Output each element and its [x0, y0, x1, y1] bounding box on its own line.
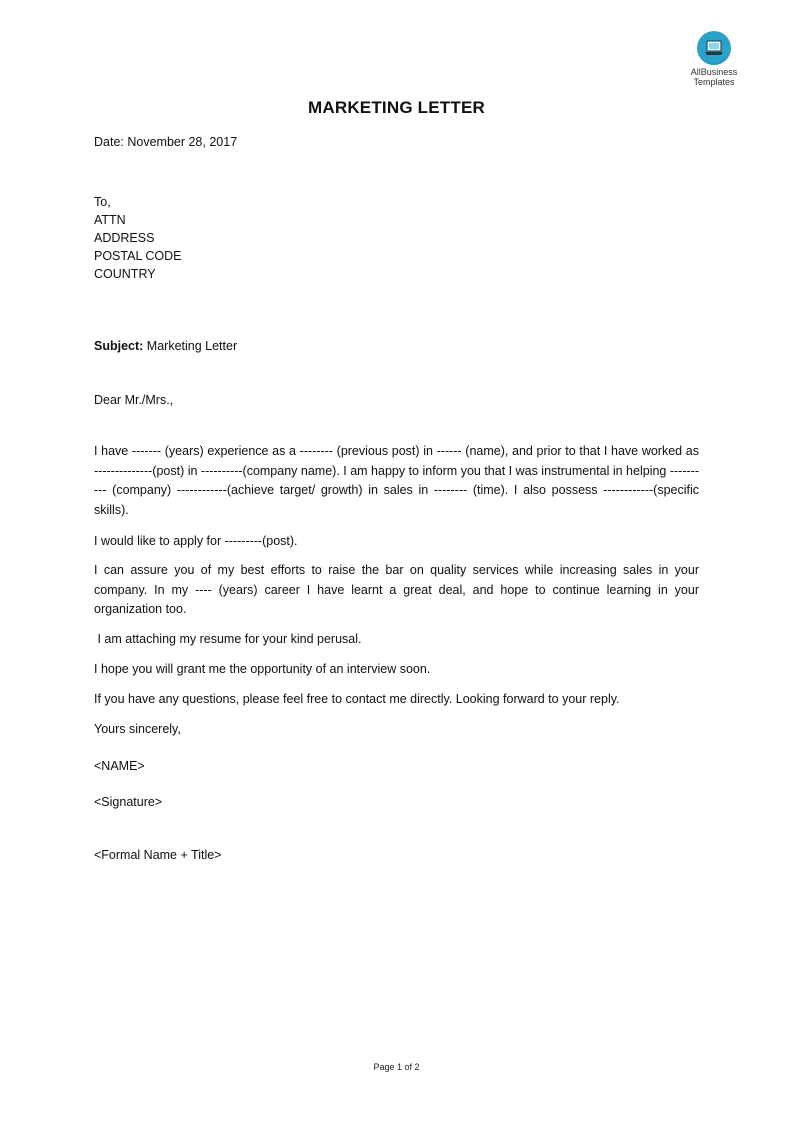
body-paragraph-2: I would like to apply for ---------(post).: [94, 534, 298, 548]
subject-value: Marketing Letter: [143, 339, 238, 353]
closing: Yours sincerely,: [94, 722, 181, 736]
signature-name: <NAME>: [94, 759, 145, 773]
signature-placeholder: <Signature>: [94, 795, 163, 809]
body-paragraph-5: I hope you will grant me the opportunity of an interview soon.: [94, 662, 431, 676]
body-paragraph-1: I have ------- (years) experience as a -------- (previous post) in ------ (name), and prior to that I have worked as --------------(post) in ----------(company name). I am happy to inform you that I was instrumental in helping ---------- (company) ------------(achieve target/ growth) in sales in -------- (time). I also possess ------------(specific skills).: [94, 444, 699, 517]
logo-text-line2: Templates: [693, 77, 735, 87]
recipient-country: COUNTRY: [94, 267, 156, 281]
formal-name-title: <Formal Name + Title>: [94, 848, 222, 862]
body-paragraph-3: I can assure you of my best efforts to raise the bar on quality services while increasing sales in your company. In my ---- (years) career I have learnt a great deal, and hope to continue learning in your organization too.: [94, 563, 699, 616]
brand-logo: [678, 31, 750, 87]
recipient-attn: ATTN: [94, 213, 126, 227]
page-footer: Page 1 of 2: [373, 1062, 420, 1072]
logo-text-line1: AllBusiness: [690, 67, 738, 77]
date-line: Date: November 28, 2017: [94, 135, 238, 149]
body-paragraph-4: I am attaching my resume for your kind perusal.: [94, 632, 362, 646]
recipient-postal-code: POSTAL CODE: [94, 249, 182, 263]
recipient-block: [94, 193, 182, 283]
body-paragraph-6: If you have any questions, please feel free to contact me directly. Looking forward to your reply.: [94, 692, 620, 706]
recipient-to: To,: [94, 195, 111, 209]
page-title: MARKETING LETTER: [308, 98, 485, 117]
subject-label: Subject:: [94, 339, 144, 353]
salutation: Dear Mr./Mrs.,: [94, 393, 174, 407]
recipient-address: ADDRESS: [94, 231, 155, 245]
laptop-icon: [697, 31, 731, 65]
subject-line: [94, 337, 237, 355]
